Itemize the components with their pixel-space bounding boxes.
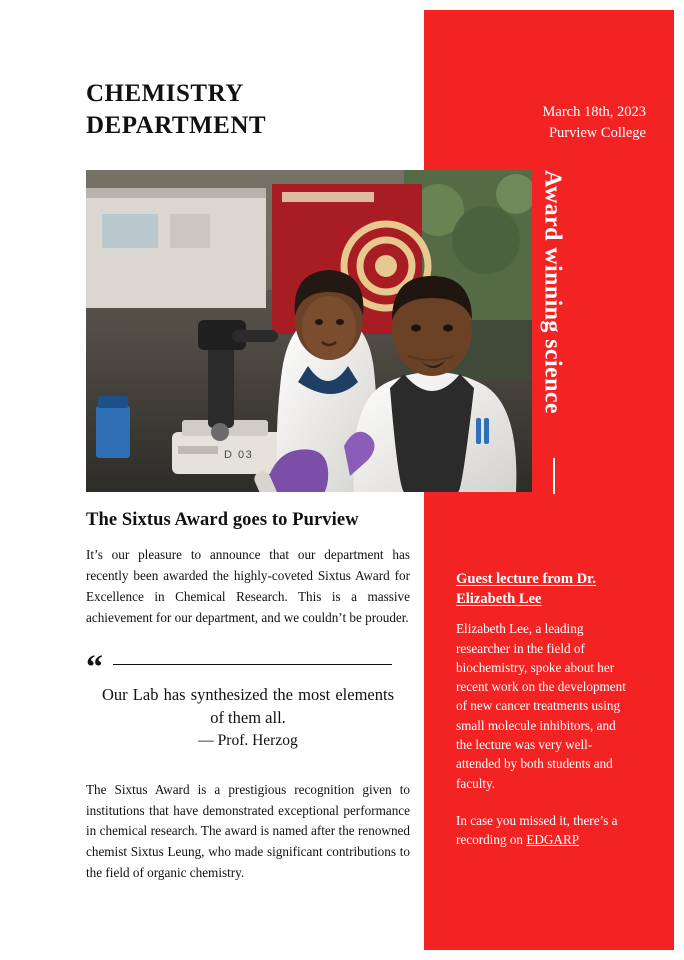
pull-quote-divider (113, 664, 392, 665)
page-sheet (10, 10, 674, 950)
article-lead: It’s our pleasure to announce that our department has recently been awarded the highly-coveted Sixtus Award for Excellence in Chemical Research. This is a massive achievement for our department, and we couldn’t be prouder. (86, 547, 410, 625)
main-article (86, 510, 410, 897)
pull-quote (86, 649, 410, 749)
sidebar-heading-text: Guest lecture from Dr. Elizabeth Lee (456, 571, 596, 607)
sidebar-body: Elizabeth Lee, a leading researcher in the field of biochemistry, spoke about her recent work on the development of new cancer treatments using small molecule inhibitors, and the lecture was very well-attended by both students and faculty. (456, 621, 626, 791)
quotation-mark-icon: “ (86, 649, 103, 687)
edgarp-link[interactable]: EDGARP (526, 832, 580, 848)
svg-text:D 03: D 03 (224, 449, 254, 461)
vertical-caption-rule (553, 458, 555, 494)
article-headline: The Sixtus Award goes to Purview (86, 510, 359, 530)
article-closing: The Sixtus Award is a prestigious recognition given to institutions that have demonstrated exceptional performance in chemical research. The award is named after the renowned chemist Sixtus Leung, who made significant contributions to the field of organic chemistry. (86, 781, 410, 881)
hero-photo (86, 170, 532, 492)
sidebar-note-text: In case you missed it, there’s a recording on (456, 812, 618, 848)
vertical-caption-text: Award winning science (539, 170, 566, 414)
sidebar-heading (456, 570, 634, 609)
issue-date: March 18th, 2023 (542, 104, 646, 120)
sidebar-article (456, 570, 634, 849)
issue-organization: Purview College (548, 125, 646, 142)
issue-info (416, 102, 646, 144)
masthead (86, 78, 386, 142)
sidebar-note (456, 811, 634, 850)
masthead-line-1: CHEMISTRY (86, 80, 244, 107)
masthead-line-2: DEPARTMENT (86, 112, 267, 139)
pull-quote-text: Our Lab has synthesized the most elements of them all. (102, 684, 394, 728)
vertical-caption (530, 170, 574, 500)
pull-quote-attribution: — Prof. Herzog (198, 731, 298, 749)
pull-quote-top (86, 649, 410, 687)
lab-photo-illustration (86, 170, 532, 492)
